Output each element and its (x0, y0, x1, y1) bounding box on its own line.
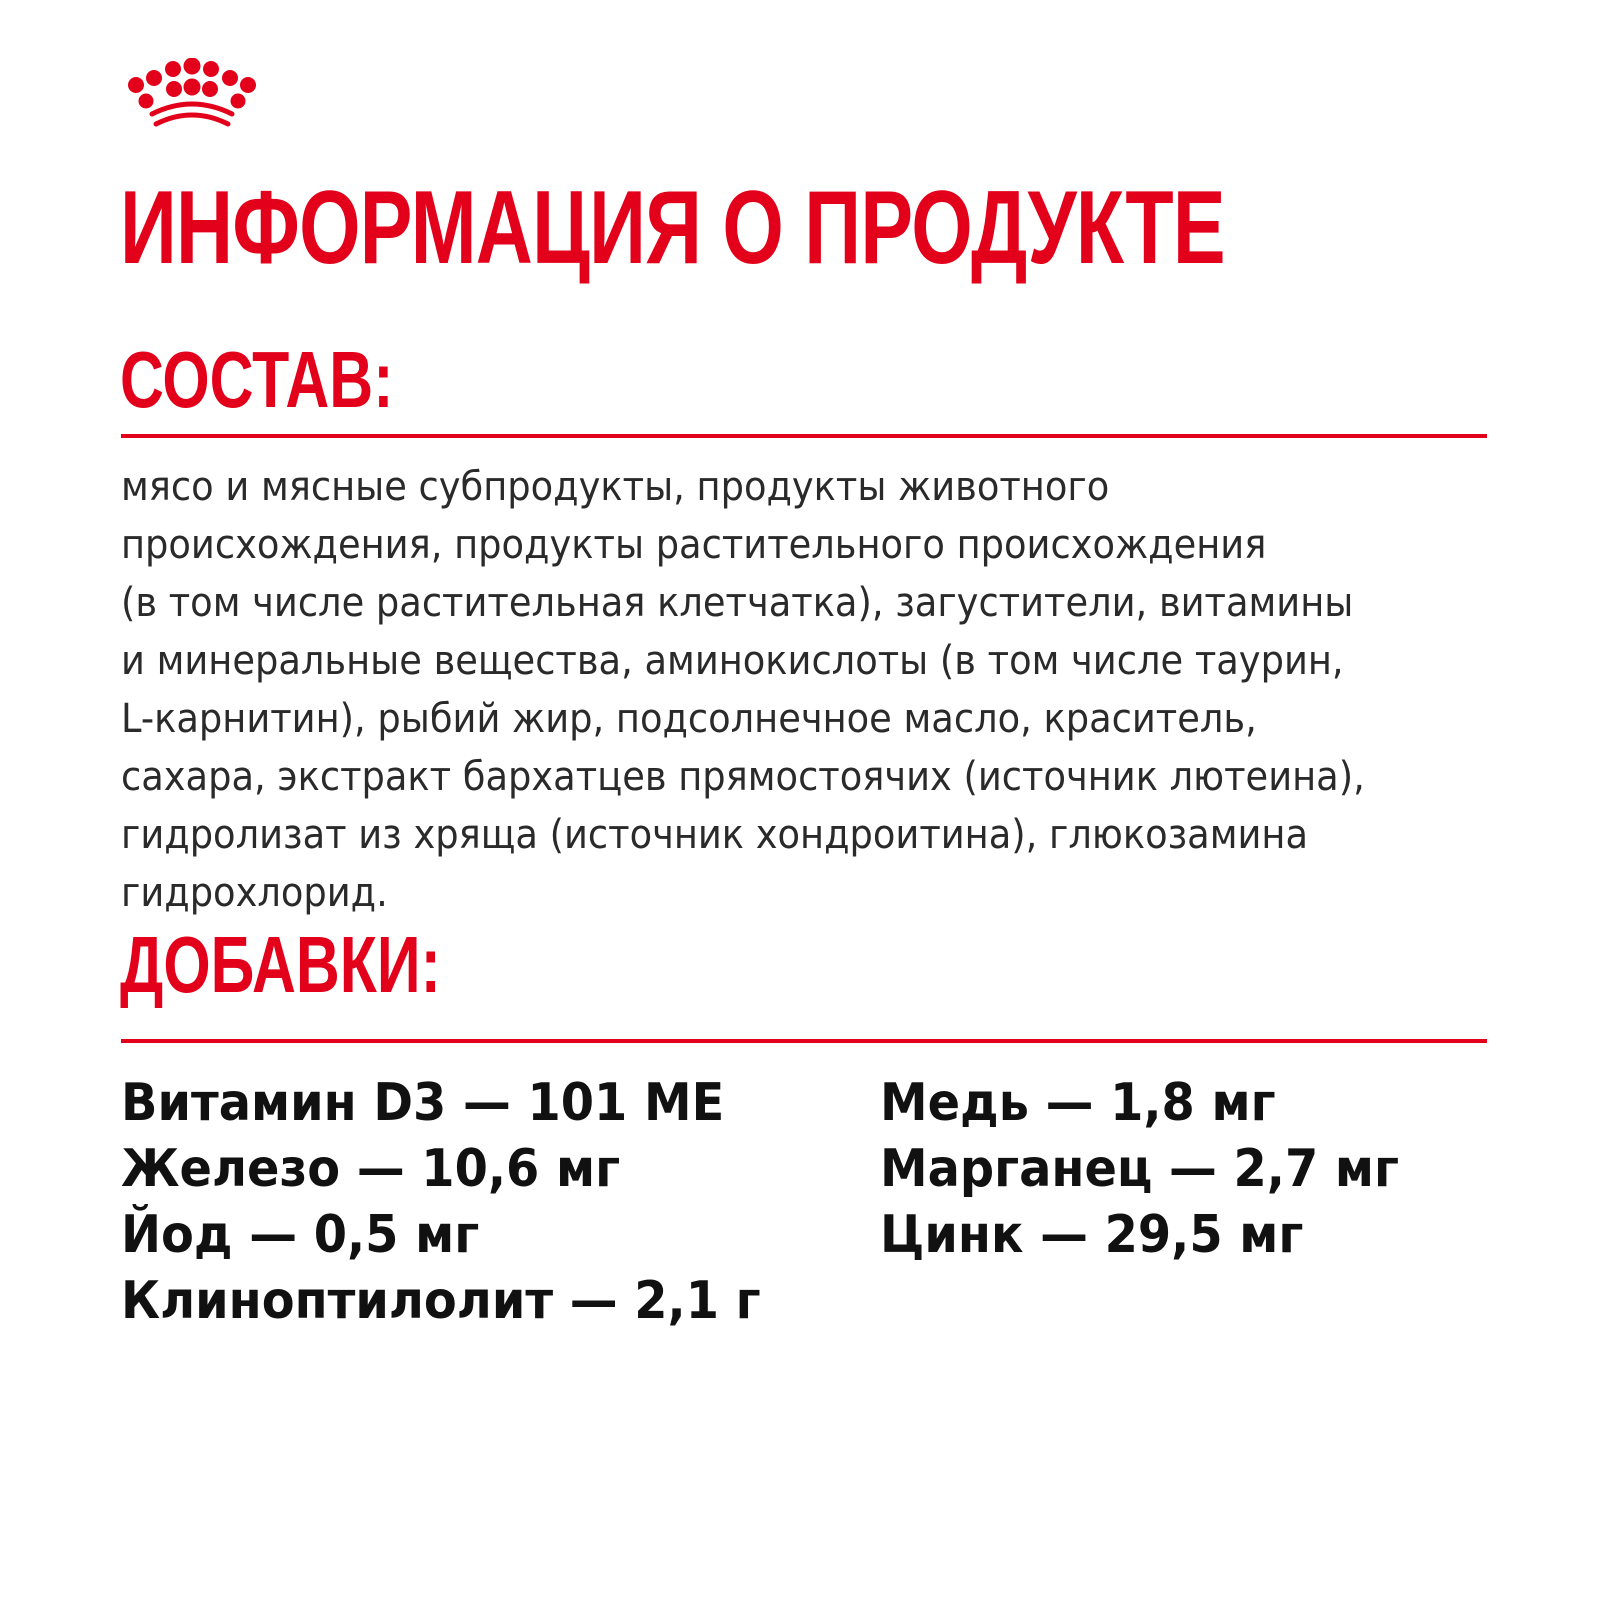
additives-divider (121, 1039, 1487, 1043)
additive-item: Медь — 1,8 мг (880, 1073, 1276, 1133)
composition-line: L-карнитин), рыбий жир, подсолнечное масло, краситель, (121, 696, 1257, 742)
additive-item: Цинк — 29,5 мг (880, 1205, 1304, 1265)
page-title: ИНФОРМАЦИЯ О ПРОДУКТЕ (120, 170, 1225, 286)
composition-line: гидролизат из хряща (источник хондроитина), глюкозамина (121, 812, 1309, 858)
composition-line: мясо и мясные субпродукты, продукты животного (121, 464, 1110, 510)
additive-item: Марганец — 2,7 мг (880, 1139, 1400, 1199)
composition-text (121, 458, 1521, 922)
composition-line: (в том числе растительная клетчатка), загустители, витамины (121, 580, 1354, 626)
composition-line: сахара, экстракт бархатцев прямостоячих (источник лютеина), (121, 754, 1365, 800)
composition-line: происхождения, продукты растительного происхождения (121, 522, 1267, 568)
composition-heading: СОСТАВ: (120, 335, 394, 424)
additive-item: Йод — 0,5 мг (121, 1205, 480, 1265)
royal-crown-icon (126, 58, 258, 134)
composition-divider (121, 434, 1487, 438)
composition-line: и минеральные вещества, аминокислоты (в том числе таурин, (121, 638, 1344, 684)
additive-item: Клиноптилолит — 2,1 г (121, 1271, 761, 1331)
additives-heading: ДОБАВКИ: (120, 920, 441, 1009)
additive-item: Железо — 10,6 мг (121, 1139, 621, 1199)
composition-line: гидрохлорид. (121, 870, 388, 916)
additives-list-left (121, 1070, 816, 1334)
additive-item: Витамин D3 — 101 МЕ (121, 1073, 725, 1133)
additives-list-right (880, 1070, 1444, 1268)
